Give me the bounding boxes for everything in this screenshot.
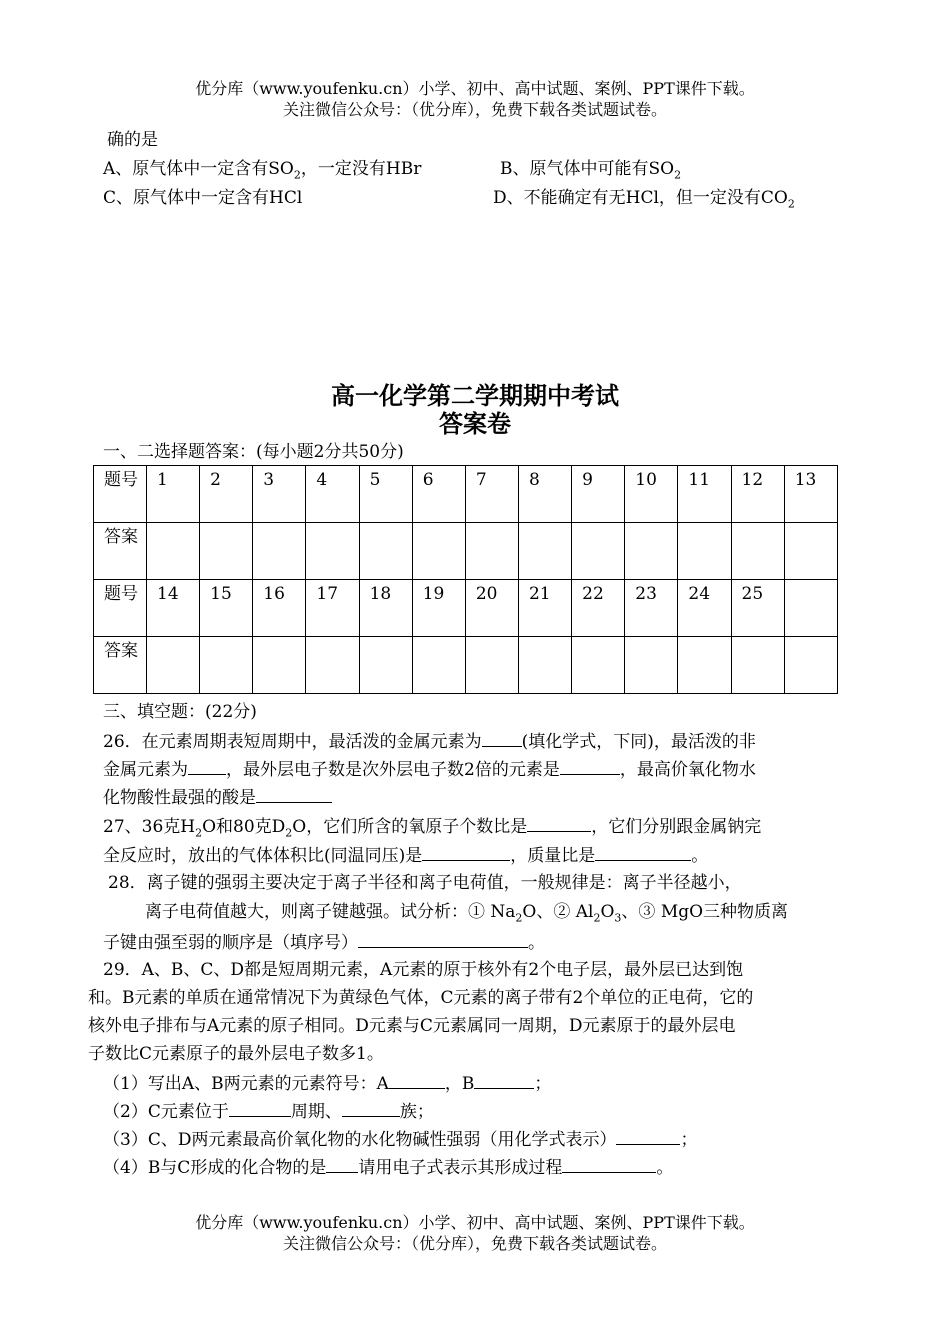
- blank-field[interactable]: [616, 1126, 680, 1145]
- answer-cell[interactable]: [678, 637, 731, 694]
- answer-cell[interactable]: [625, 523, 678, 580]
- answer-cell[interactable]: [306, 523, 359, 580]
- question-number: 20: [465, 580, 518, 637]
- blank-field[interactable]: [527, 813, 591, 832]
- blank-field[interactable]: [188, 756, 226, 775]
- q29-sub-2: （2）C元素位于 周期、 族；: [103, 1098, 434, 1124]
- answer-cell[interactable]: [253, 523, 306, 580]
- prev-question-tail: 确的是: [107, 130, 158, 150]
- answer-cell[interactable]: [572, 523, 625, 580]
- answer-table: [93, 465, 838, 694]
- answer-cell[interactable]: [147, 523, 200, 580]
- blank-field[interactable]: [595, 842, 691, 861]
- answer-cell[interactable]: [359, 637, 412, 694]
- table-row-answers-2: [94, 637, 838, 694]
- option-a: A、原气体中一定含有$SO_2$，一定没有HBr: [103, 159, 422, 182]
- q29-sub-3: （3）C、D两元素最高价氧化物的水化物碱性强弱（用化学式表示） ；: [103, 1126, 697, 1152]
- option-d: D、不能确定有无HCl，但一定没有$CO_2$: [493, 188, 795, 211]
- table-row-answers-1: [94, 523, 838, 580]
- blank-field[interactable]: [422, 842, 510, 861]
- section-3-heading: 三、填空题：(22分): [103, 702, 257, 722]
- q26-line-1: 26．在元素周期表短周期中，最活泼的金属元素为 (填化学式，下同)，最活泼的非: [103, 728, 756, 754]
- question-number: 11: [678, 466, 731, 523]
- q28-line-1: 28．离子键的强弱主要决定于离子半径和离子电荷值，一般规律是：离子半径越小，: [108, 873, 742, 893]
- row-label-answer: 答案: [94, 637, 147, 694]
- question-number: 15: [200, 580, 253, 637]
- question-number: 16: [253, 580, 306, 637]
- page-header: [0, 78, 950, 120]
- answer-cell[interactable]: [200, 637, 253, 694]
- question-number: 5: [359, 466, 412, 523]
- answer-cell[interactable]: [359, 523, 412, 580]
- footer-line-2: 关注微信公众号：（优分库），免费下载各类试题试卷。: [282, 1234, 667, 1253]
- q28-line-2: 离子电荷值越大，则离子键越强。试分析：① $Na_2O$、② $Al_2O_3$、③ MgO三种物质离: [145, 902, 789, 925]
- question-number: 19: [412, 580, 465, 637]
- header-line-2: 关注微信公众号：（优分库），免费下载各类试题试卷。: [282, 100, 667, 119]
- answer-cell[interactable]: [678, 523, 731, 580]
- answer-cell[interactable]: [518, 637, 571, 694]
- blank-field[interactable]: [342, 1098, 400, 1117]
- answer-cell[interactable]: [147, 637, 200, 694]
- q29-line-2: 和。B元素的单质在通常情况下为黄绿色气体，C元素的离子带有2个单位的正电荷，它的: [88, 988, 754, 1008]
- footer-line-1: 优分库（www.youfenku.cn）小学、初中、高中试题、案例、PPT课件下载。: [195, 1213, 755, 1232]
- q26-line-3: 化物酸性最强的酸是: [103, 784, 332, 810]
- answer-cell[interactable]: [200, 523, 253, 580]
- answer-cell[interactable]: [465, 523, 518, 580]
- exam-subtitle: 答案卷: [439, 410, 511, 438]
- question-number: 2: [200, 466, 253, 523]
- question-number: 9: [572, 466, 625, 523]
- question-number: 3: [253, 466, 306, 523]
- q29-sub-1: （1）写出A、B两元素的元素符号：A ，B ；: [103, 1070, 551, 1096]
- question-number: 7: [465, 466, 518, 523]
- answer-cell[interactable]: [572, 637, 625, 694]
- question-number: 23: [625, 580, 678, 637]
- question-number: 10: [625, 466, 678, 523]
- header-line-1: 优分库（www.youfenku.cn）小学、初中、高中试题、案例、PPT课件下载。: [195, 79, 755, 98]
- q29-line-1: 29．A、B、C、D都是短周期元素，A元素的原于核外有2个电子层，最外层已达到饱: [103, 960, 744, 980]
- question-number: 17: [306, 580, 359, 637]
- blank-field[interactable]: [229, 1098, 291, 1117]
- blank-field[interactable]: [562, 1154, 656, 1173]
- answer-cell[interactable]: [731, 637, 784, 694]
- table-row-questions-2: [94, 580, 838, 637]
- answer-cell[interactable]: [465, 637, 518, 694]
- section-1-heading: 一、二选择题答案：(每小题2分共50分): [103, 442, 404, 462]
- question-number: [784, 580, 837, 637]
- answer-cell[interactable]: [253, 637, 306, 694]
- page-footer: [0, 1212, 950, 1254]
- q27-line-1: 27、36克$H_2O$和80克$D_2O$，它们所含的氧原子个数比是 ，它们分别跟金属钠完: [103, 813, 761, 839]
- option-b: B、原气体中可能有$SO_2$: [500, 159, 682, 182]
- question-number: 22: [572, 580, 625, 637]
- answer-cell[interactable]: [625, 637, 678, 694]
- answer-cell[interactable]: [306, 637, 359, 694]
- q28-line-3: 子键由强至弱的顺序是（填序号） 。: [103, 929, 545, 955]
- blank-field[interactable]: [256, 784, 332, 803]
- q29-sub-4: （4）B与C形成的化合物的是 请用电子式表示其形成过程 。: [103, 1154, 673, 1180]
- blank-field[interactable]: [358, 929, 528, 948]
- question-number: 21: [518, 580, 571, 637]
- question-number: 24: [678, 580, 731, 637]
- question-number: 8: [518, 466, 571, 523]
- blank-field[interactable]: [326, 1154, 358, 1173]
- blank-field[interactable]: [560, 756, 620, 775]
- table-row-questions-1: [94, 466, 838, 523]
- question-number: 4: [306, 466, 359, 523]
- q29-line-4: 子数比C元素原子的最外层电子数多1。: [88, 1044, 384, 1064]
- question-number: 6: [412, 466, 465, 523]
- answer-cell[interactable]: [518, 523, 571, 580]
- blank-field[interactable]: [389, 1070, 445, 1089]
- row-label-answer: 答案: [94, 523, 147, 580]
- answer-cell[interactable]: [731, 523, 784, 580]
- answer-cell[interactable]: [784, 637, 837, 694]
- q27-line-2: 全反应时，放出的气体体积比(同温同压)是 ，质量比是 。: [103, 842, 708, 868]
- question-number: 1: [147, 466, 200, 523]
- exam-title: 高一化学第二学期期中考试: [331, 382, 619, 410]
- answer-cell[interactable]: [784, 523, 837, 580]
- q29-line-3: 核外电子排布与A元素的原子相同。D元素与C元素属同一周期，D元素原于的最外层电: [88, 1016, 736, 1036]
- option-c: C、原气体中一定含有HCl: [103, 188, 303, 208]
- q26-line-2: 金属元素为 ，最外层电子数是次外层电子数2倍的元素是 ，最高价氧化物水: [103, 756, 756, 782]
- question-number: 14: [147, 580, 200, 637]
- question-number: 25: [731, 580, 784, 637]
- blank-field[interactable]: [482, 728, 522, 747]
- answer-cell[interactable]: [412, 637, 465, 694]
- answer-cell[interactable]: [412, 523, 465, 580]
- row-label-question: 题号: [94, 580, 147, 637]
- blank-field[interactable]: [474, 1070, 534, 1089]
- question-number: 13: [784, 466, 837, 523]
- question-number: 12: [731, 466, 784, 523]
- row-label-question: 题号: [94, 466, 147, 523]
- question-number: 18: [359, 580, 412, 637]
